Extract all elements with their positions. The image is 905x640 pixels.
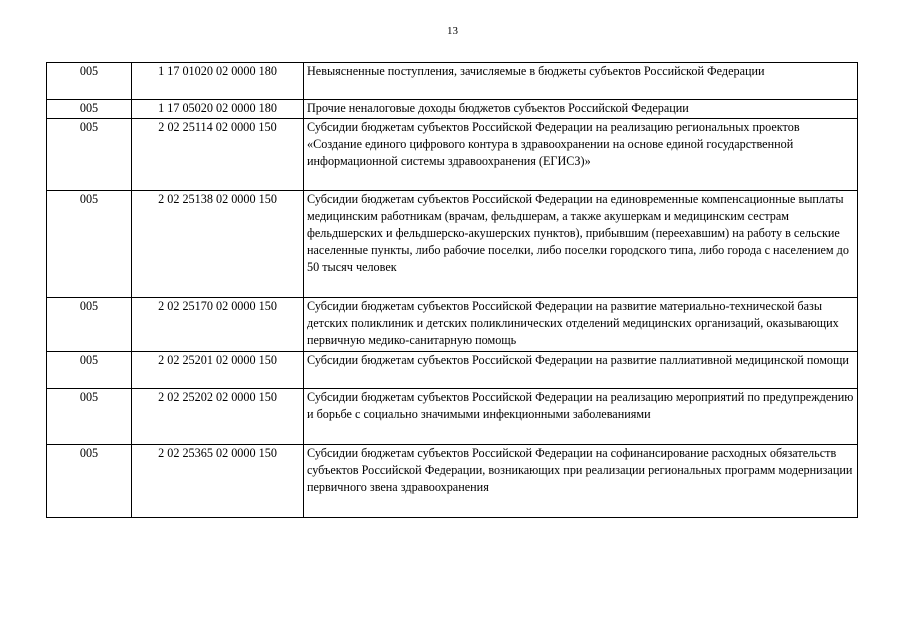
table-row [47, 352, 858, 389]
admin-code-cell: 005 [47, 389, 132, 445]
admin-code-cell: 005 [47, 298, 132, 352]
table-row [47, 298, 858, 352]
income-name-cell: Субсидии бюджетам субъектов Российской Федерации на софинансирование расходных обязательств субъектов Российской Федерации, возникающих при реализации региональных программ модернизации первичного звена здравоохранения [304, 445, 858, 518]
table-row [47, 100, 858, 119]
income-name-cell: Прочие неналоговые доходы бюджетов субъектов Российской Федерации [304, 100, 858, 119]
table-row [47, 191, 858, 298]
budget-code-cell: 2 02 25170 02 0000 150 [132, 298, 304, 352]
income-name-cell: Субсидии бюджетам субъектов Российской Федерации на единовременные компенсационные выплаты медицинским работникам (врачам, фельдшерам, а также акушеркам и медицинским сестрам фельдшерских и фельдшерско-акушерских пунктов), прибывшим (переехавшим) на работу в сельские населенные пункты, либо рабочие поселки, либо поселки городского типа, либо города с населением до 50 тысяч человек [304, 191, 858, 298]
budget-code-cell: 2 02 25201 02 0000 150 [132, 352, 304, 389]
admin-code-cell: 005 [47, 191, 132, 298]
budget-code-cell: 1 17 05020 02 0000 180 [132, 100, 304, 119]
admin-code-cell: 005 [47, 63, 132, 100]
table-row [47, 445, 858, 518]
table-row [47, 119, 858, 191]
income-name-cell: Субсидии бюджетам субъектов Российской Федерации на развитие материально-технической базы детских поликлиник и детских поликлинических отделений медицинских организаций, оказывающих первичную медико-санитарную помощь [304, 298, 858, 352]
table-row [47, 389, 858, 445]
admin-code-cell: 005 [47, 119, 132, 191]
page-number: 13 [447, 25, 458, 37]
budget-code-cell: 2 02 25114 02 0000 150 [132, 119, 304, 191]
income-name-cell: Субсидии бюджетам субъектов Российской Федерации на развитие паллиативной медицинской помощи [304, 352, 858, 389]
admin-code-cell: 005 [47, 352, 132, 389]
budget-code-cell: 2 02 25365 02 0000 150 [132, 445, 304, 518]
budget-code-cell: 1 17 01020 02 0000 180 [132, 63, 304, 100]
income-name-cell: Субсидии бюджетам субъектов Российской Федерации на реализацию мероприятий по предупреждению и борьбе с социально значимыми инфекционными заболеваниями [304, 389, 858, 445]
budget-code-cell: 2 02 25138 02 0000 150 [132, 191, 304, 298]
admin-code-cell: 005 [47, 445, 132, 518]
table-row [47, 63, 858, 100]
income-name-cell: Субсидии бюджетам субъектов Российской Федерации на реализацию региональных проектов «Создание единого цифрового контура в здравоохранении на основе единой государственной информационной системы здравоохранения (ЕГИСЗ)» [304, 119, 858, 191]
budget-code-cell: 2 02 25202 02 0000 150 [132, 389, 304, 445]
budget-codes-table [46, 62, 858, 518]
admin-code-cell: 005 [47, 100, 132, 119]
income-name-cell: Невыясненные поступления, зачисляемые в бюджеты субъектов Российской Федерации [304, 63, 858, 100]
